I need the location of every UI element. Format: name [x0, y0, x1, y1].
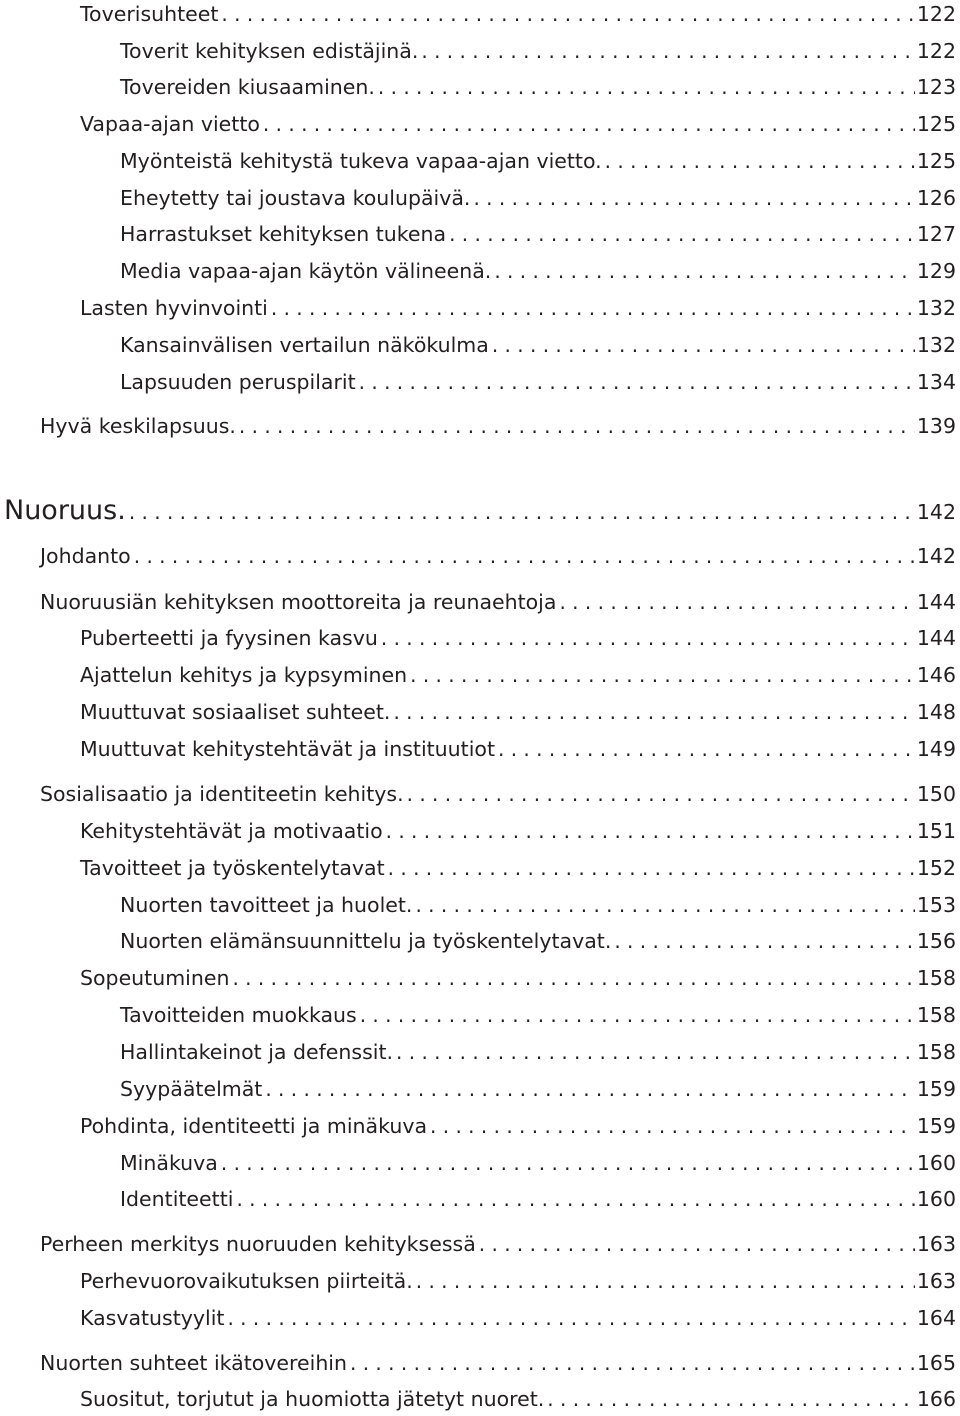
toc-entry[interactable] — [80, 856, 956, 880]
toc-entry-page: 125 — [916, 149, 956, 173]
toc-entry-page: 149 — [916, 737, 956, 761]
toc-entry-title: Perheen merkitys nuoruuden kehityksessä — [40, 1232, 476, 1256]
toc-entry-page: 166 — [916, 1387, 956, 1411]
toc-entry-page: 163 — [916, 1232, 956, 1256]
toc-entry[interactable] — [120, 75, 956, 99]
toc-entry-page: 125 — [916, 112, 956, 136]
toc-entry[interactable] — [120, 1003, 956, 1027]
dot-leader — [263, 112, 915, 136]
toc-entry[interactable] — [120, 39, 956, 63]
dot-leader — [410, 663, 915, 687]
toc-entry-title: Johdanto — [40, 544, 131, 568]
toc-entry-page: 134 — [916, 370, 956, 394]
toc-entry[interactable] — [80, 112, 956, 136]
toc-entry-title: Kasvatustyylit — [80, 1306, 225, 1330]
dot-leader — [236, 1187, 914, 1211]
toc-entry-page: 139 — [916, 414, 956, 438]
toc-chapter-title: Nuoruus. — [4, 495, 126, 526]
toc-entry-page: 163 — [916, 1269, 956, 1293]
toc-entry-page: 122 — [916, 2, 956, 26]
dot-leader — [129, 496, 915, 528]
dot-leader — [134, 544, 915, 568]
toc-entry-title: Tavoitteet ja työskentelytavat — [80, 856, 385, 880]
toc-entry-page: 146 — [916, 663, 956, 687]
toc-entry-page: 152 — [916, 856, 956, 880]
toc-entry-title: Sopeutuminen — [80, 966, 230, 990]
toc-entry-page: 122 — [916, 39, 956, 63]
toc-entry[interactable] — [80, 819, 956, 843]
toc-entry-title: Puberteetti ja fyysinen kasvu — [80, 626, 378, 650]
toc-entry-page: 126 — [916, 186, 956, 210]
dot-leader — [265, 1077, 915, 1101]
toc-entry-title: Tovereiden kiusaaminen. — [120, 75, 375, 99]
toc-entry-page: 144 — [916, 626, 956, 650]
dot-leader — [350, 1351, 915, 1375]
dot-leader — [614, 929, 915, 953]
toc-entry-page: 148 — [916, 700, 956, 724]
toc-entry-title: Harrastukset kehityksen tukena — [120, 222, 447, 246]
toc-entry-page: 144 — [916, 590, 956, 614]
toc-entry[interactable] — [80, 700, 956, 724]
dot-leader — [407, 782, 915, 806]
toc-entry-page: 164 — [916, 1306, 956, 1330]
toc-entry-title: Pohdinta, identiteetti ja minäkuva — [80, 1114, 428, 1138]
toc-entry-page: 165 — [916, 1351, 956, 1375]
toc-entry[interactable] — [40, 1232, 956, 1256]
toc-entry[interactable] — [40, 1351, 956, 1375]
toc-entry-page: 156 — [916, 929, 956, 953]
toc-entry[interactable] — [80, 663, 956, 687]
dot-leader — [381, 626, 915, 650]
toc-entry-title: Lapsuuden peruspilarit — [120, 370, 356, 394]
toc-entry-title: Nuorten elämänsuunnittelu ja työskentelytavat. — [120, 929, 612, 953]
dot-leader — [239, 414, 915, 438]
toc-entry-title: Vapaa-ajan vietto — [80, 112, 260, 136]
toc-entry-title: Nuorten suhteet ikätovereihin — [40, 1351, 347, 1375]
toc-entry[interactable] — [120, 222, 956, 246]
dot-leader — [359, 370, 915, 394]
dot-leader — [494, 259, 915, 283]
toc-entry[interactable] — [120, 1040, 956, 1064]
toc-entry-title: Tavoitteiden muokkaus — [120, 1003, 357, 1027]
toc-entry[interactable] — [120, 149, 956, 173]
toc-entry[interactable] — [80, 2, 956, 26]
toc-entry-page: 159 — [916, 1077, 956, 1101]
toc-entry[interactable] — [40, 590, 956, 614]
toc-entry-title: Syypäätelmät — [120, 1077, 263, 1101]
toc-entry-page: 151 — [916, 819, 956, 843]
toc-entry[interactable] — [80, 1114, 956, 1138]
toc-entry[interactable] — [80, 1269, 956, 1293]
toc-entry[interactable] — [120, 1151, 956, 1175]
toc-entry-title: Kehitystehtävät ja motivaatio — [80, 819, 383, 843]
toc-entry[interactable] — [120, 893, 956, 917]
dot-leader — [449, 222, 915, 246]
toc-entry[interactable] — [120, 929, 956, 953]
toc-entry[interactable] — [80, 966, 956, 990]
toc-entry-page: 129 — [916, 259, 956, 283]
toc-entry-title: Eheytetty tai joustava koulupäivä. — [120, 186, 471, 210]
toc-entry[interactable] — [120, 1187, 956, 1211]
toc-entry-page: 142 — [916, 544, 956, 568]
toc-entry-page: 158 — [916, 966, 956, 990]
dot-leader — [396, 1040, 915, 1064]
toc-entry[interactable] — [40, 782, 956, 806]
toc-entry-title: Suositut, torjutut ja huomiotta jätetyt nuoret. — [80, 1387, 545, 1411]
dot-leader — [559, 590, 914, 614]
dot-leader — [378, 75, 915, 99]
toc-entry-page: 123 — [916, 75, 956, 99]
dot-leader — [360, 1003, 915, 1027]
dot-leader — [221, 2, 914, 26]
toc-entry[interactable] — [80, 1387, 956, 1411]
toc-entry[interactable] — [120, 333, 956, 357]
toc-chapter-entry[interactable] — [4, 495, 956, 528]
toc-entry-title: Hallintakeinot ja defenssit. — [120, 1040, 394, 1064]
toc-entry-page: 160 — [916, 1187, 956, 1211]
toc-entry[interactable] — [120, 259, 956, 283]
toc-entry-page: 142 — [916, 500, 956, 524]
toc-entry-title: Nuorten tavoitteet ja huolet. — [120, 893, 413, 917]
toc-entry-title: Muuttuvat kehitystehtävät ja instituutiot — [80, 737, 495, 761]
toc-entry-title: Sosialisaatio ja identiteetin kehitys. — [40, 782, 404, 806]
toc-entry[interactable] — [80, 296, 956, 320]
dot-leader — [479, 1232, 915, 1256]
toc-entry[interactable] — [40, 414, 956, 438]
toc-entry-title: Muuttuvat sosiaaliset suhteet. — [80, 700, 391, 724]
toc-entry-page: 159 — [916, 1114, 956, 1138]
toc-entry-title: Ajattelun kehitys ja kypsyminen — [80, 663, 408, 687]
toc-entry-title: Minäkuva — [120, 1151, 218, 1175]
toc-entry-title: Toverisuhteet — [80, 2, 219, 26]
dot-leader — [271, 296, 915, 320]
toc-entry-title: Identiteetti — [120, 1187, 234, 1211]
dot-leader — [388, 856, 915, 880]
toc-entry-title: Nuoruusiän kehityksen moottoreita ja reunaehtoja — [40, 590, 557, 614]
toc-entry-page: 150 — [916, 782, 956, 806]
toc-entry[interactable] — [40, 544, 956, 568]
dot-leader — [547, 1387, 915, 1411]
toc-entry-title: Hyvä keskilapsuus. — [40, 414, 236, 438]
toc-entry[interactable] — [120, 370, 956, 394]
toc-entry-title: Media vapaa-ajan käytön välineenä. — [120, 259, 492, 283]
toc-entry-title: Toverit kehityksen edistäjinä. — [120, 39, 419, 63]
toc-entry-page: 132 — [916, 333, 956, 357]
toc-entry-page: 158 — [916, 1003, 956, 1027]
dot-leader — [232, 966, 914, 990]
dot-leader — [227, 1306, 914, 1330]
dot-leader — [430, 1114, 915, 1138]
dot-leader — [415, 893, 914, 917]
toc-entry[interactable] — [120, 186, 956, 210]
toc-entry[interactable] — [120, 1077, 956, 1101]
toc-entry-title: Lasten hyvinvointi — [80, 296, 268, 320]
toc-entry-page: 160 — [916, 1151, 956, 1175]
toc-entry[interactable] — [80, 737, 956, 761]
toc-entry-title: Kansainvälisen vertailun näkökulma — [120, 333, 489, 357]
toc-entry-page: 127 — [916, 222, 956, 246]
dot-leader — [605, 149, 915, 173]
toc-entry-page: 153 — [916, 893, 956, 917]
toc-entry[interactable] — [80, 1306, 956, 1330]
dot-leader — [421, 39, 915, 63]
toc-entry-title: Myönteistä kehitystä tukeva vapaa-ajan vietto. — [120, 149, 602, 173]
dot-leader — [492, 333, 915, 357]
dot-leader — [221, 1151, 915, 1175]
dot-leader — [473, 186, 914, 210]
dot-leader — [498, 737, 915, 761]
dot-leader — [386, 819, 915, 843]
dot-leader — [393, 700, 914, 724]
toc-entry-title: Perhevuorovaikutuksen piirteitä. — [80, 1269, 413, 1293]
dot-leader — [416, 1269, 915, 1293]
toc-entry-page: 158 — [916, 1040, 956, 1064]
toc-entry[interactable] — [80, 626, 956, 650]
toc-entry-page: 132 — [916, 296, 956, 320]
